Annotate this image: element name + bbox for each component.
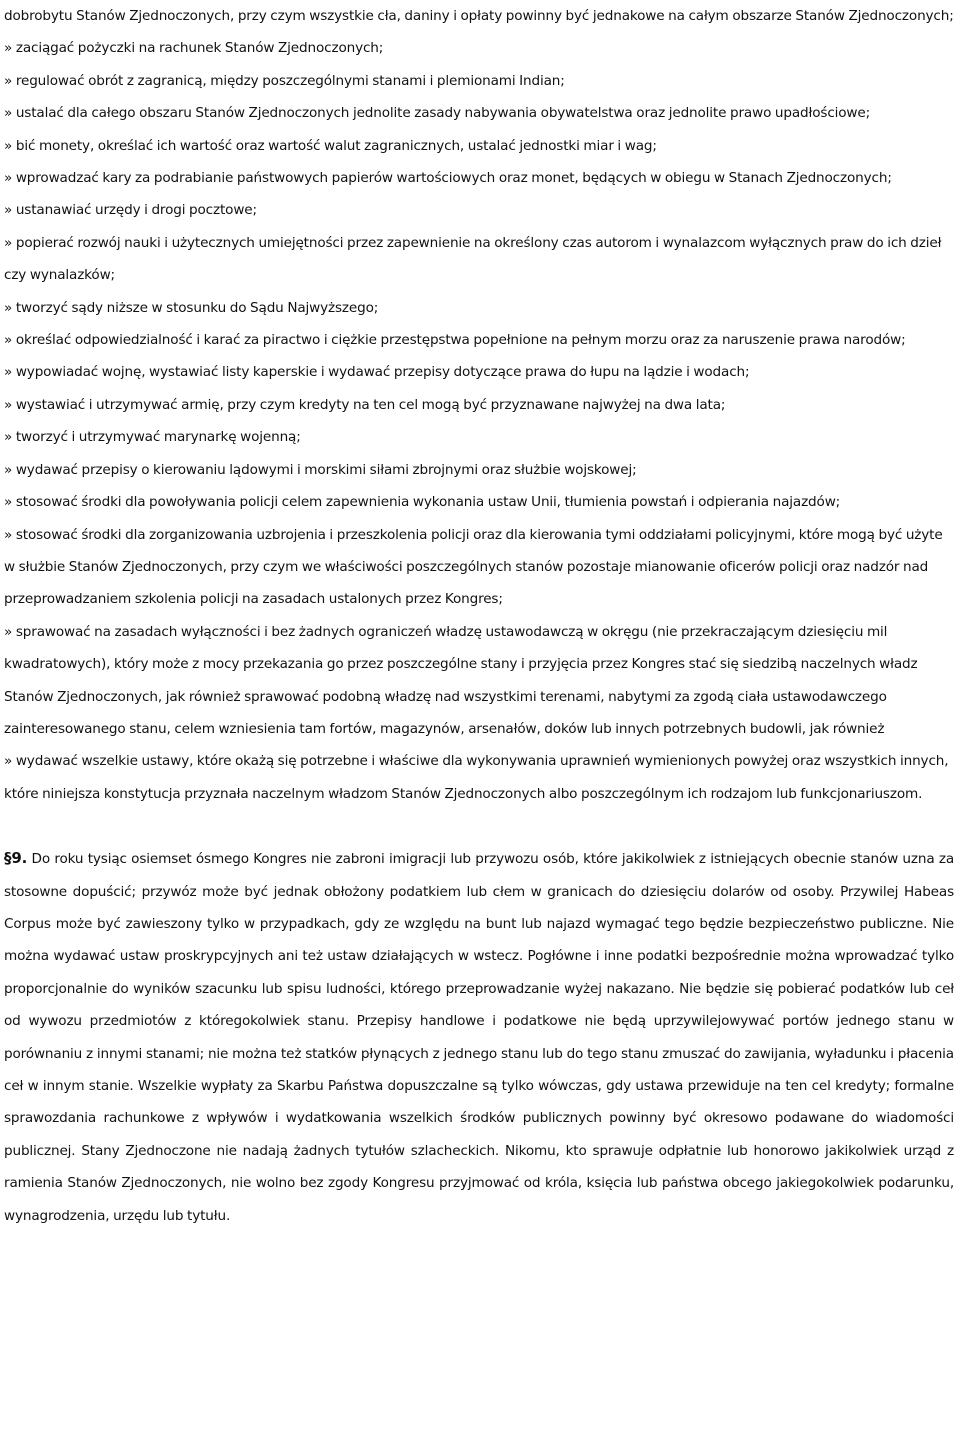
list-item: » wypowiadać wojnę, wystawiać listy kaperskie i wydawać przepisy dotyczące prawa do łupu na lądzie i wodach;: [4, 364, 750, 381]
list-item: » sprawować na zasadach wyłączności i bez żadnych ograniczeń władzę ustawodawczą w okręgu (nie przekraczającym dziesięciu mil kwadratowych), który może z mocy przekazania go przez poszczególne stany i przyjęcia przez Kongres stać się siedzibą naczelnych władz Stanów Zjednoczonych, jak również sprawować podobną władzę nad wszystkimi terenami, nabytymi za zgodą ciała ustawodawczego zainteresowanego stanu, celem wzniesienia tam fortów, magazynów, arsenałów, doków lub innych potrzebnych budowli, jak również: [4, 623, 918, 737]
list-item: » określać odpowiedzialność i karać za piractwo i ciężkie przestępstwa popełnione na pełnym morzu oraz za naruszenie prawa narodów;: [4, 332, 906, 349]
list-item: » stosować środki dla zorganizowania uzbrojenia i przeszkolenia policji oraz dla kierowania tymi oddziałami policyjnymi, które mogą być użyte w służbie Stanów Zjednoczonych, przy czym we właściwości poszczególnych stanów pozostaje mianowanie oficerów policji oraz nadzór nad przeprowadzaniem szkolenia policji na zasadach ustalonych przez Kongres;: [4, 526, 943, 608]
list-item: » ustanawiać urzędy i drogi pocztowe;: [4, 202, 257, 219]
list-item: » wystawiać i utrzymywać armię, przy czym kredyty na ten cel mogą być przyznawane najwyżej na dwa lata;: [4, 396, 726, 413]
list-item: » tworzyć sądy niższe w stosunku do Sądu Najwyższego;: [4, 299, 379, 316]
section-9-paragraph: [4, 842, 954, 1232]
list-item: » wydawać przepisy o kierowaniu lądowymi i morskimi siłami zbrojnymi oraz służbie wojskowej;: [4, 461, 637, 478]
section-number: §9.: [4, 849, 28, 868]
powers-list: [4, 32, 954, 810]
list-item: » bić monety, określać ich wartość oraz wartość walut zagranicznych, ustalać jednostki miar i wag;: [4, 137, 657, 154]
list-item: » stosować środki dla powoływania policji celem zapewnienia wykonania ustaw Unii, tłumienia powstań i odpierania najazdów;: [4, 494, 841, 511]
intro-paragraph: dobrobytu Stanów Zjednoczonych, przy czym wszystkie cła, daniny i opłaty powinny być jednakowe na całym obszarze Stanów Zjednoczonych;: [4, 8, 954, 24]
document-page: [4, 0, 954, 1232]
list-item: » wprowadzać kary za podrabianie państwowych papierów wartościowych oraz monet, będących w obiegu w Stanach Zjednoczonych;: [4, 170, 892, 187]
list-item: » tworzyć i utrzymywać marynarkę wojenną;: [4, 429, 301, 446]
list-item: » zaciągać pożyczki na rachunek Stanów Zjednoczonych;: [4, 40, 384, 57]
list-item: » ustalać dla całego obszaru Stanów Zjednoczonych jednolite zasady nabywania obywatelstwa oraz jednolite prawo upadłościowe;: [4, 105, 871, 122]
list-item: » wydawać wszelkie ustawy, które okażą się potrzebne i właściwe dla wykonywania uprawnień wymienionych powyżej oraz wszystkich innych, które niniejsza konstytucja przyznała naczelnym władzom Stanów Zjednoczonych albo poszczególnym ich rodzajom lub funkcjonariuszom.: [4, 753, 949, 802]
list-item: » popierać rozwój nauki i użytecznych umiejętności przez zapewnienie na określony czas autorom i wynalazcom wyłącznych praw do ich dzieł czy wynalazków;: [4, 234, 942, 284]
section-text: Do roku tysiąc osiemset ósmego Kongres nie zabroni imigracji lub przywozu osób, które jakikolwiek z istniejących obecnie stanów uzna za stosowne dopuścić; przywóz może być jednak obłożony podatkiem lub cłem w granicach do dziesięciu dolarów od osoby. Przywilej Habeas Corpus może być zawieszony tylko w przypadkach, gdy ze względu na bunt lub najazd wymagać tego będzie bezpieczeństwo publiczne. Nie można wydawać ustaw proskrypcyjnych ani też ustaw działających w wstecz. Pogłówne i inne podatki bezpośrednie można wprowadzać tylko proporcjonalnie do wyników szacunku lub spisu ludności, którego przeprowadzanie wyżej nakazano. Nie będzie się pobierać podatków lub ceł od wywozu przedmiotów z któregokolwiek stanu. Przepisy handlowe i podatkowe nie będą uprzywilejowywać portów jednego stanu w porównaniu z innymi stanami; nie można też statków płynących z jednego stanu lub do tego stanu zmuszać do zawijania, wyładunku i płacenia ceł w innym stanie. Wszelkie wypłaty za Skarbu Państwa dopuszczalne są tylko wówczas, gdy ustawa przewiduje na ten cel kredyty; formalne sprawozdania rachunkowe z wpływów i wydatkowania wszelkich środków publicznych powinny być okresowo podawane do wiadomości publicznej. Stany Zjednoczone nie nadają żadnych tytułów szlacheckich. Nikomu, kto sprawuje odpłatnie lub honorowo jakikolwiek urząd z ramienia Stanów Zjednoczonych, nie wolno bez zgody Kongresu przyjmować od króla, księcia lub państwa obcego jakiegokolwiek podarunku, wynagrodzenia, urzędu lub tytułu.: [4, 851, 955, 1224]
list-item: » regulować obrót z zagranicą, między poszczególnymi stanami i plemionami Indian;: [4, 72, 565, 89]
